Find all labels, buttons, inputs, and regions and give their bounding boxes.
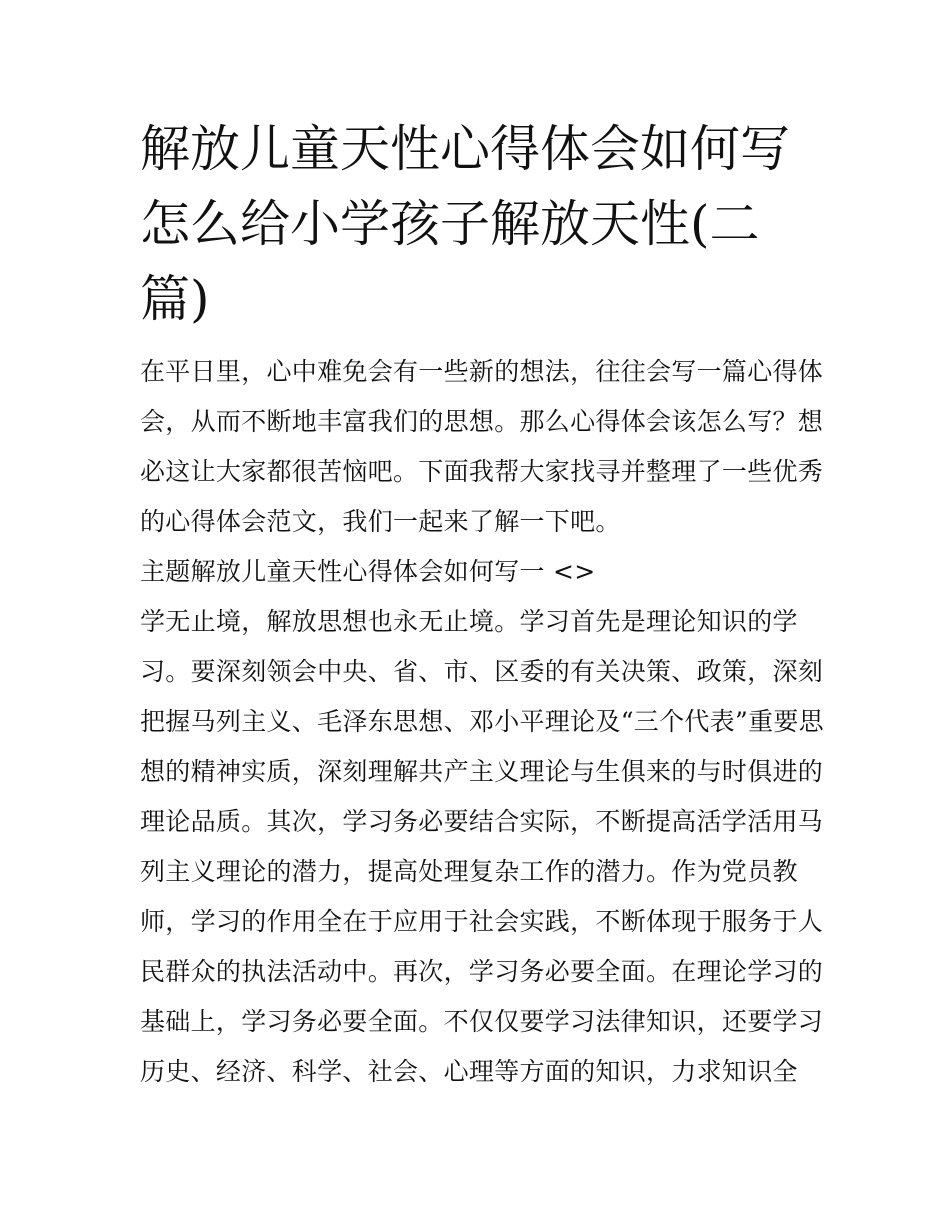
document-body: [140, 347, 824, 1097]
intro-paragraph: [140, 347, 824, 547]
text-line: 把握马列主义、毛泽东思想、邓小平理论及“三个代表”重要思: [140, 707, 824, 736]
text-line: 民群众的执法活动中。再次，学习务必要全面。在理论学习的: [140, 957, 824, 986]
title-line: 怎么给小学孩子解放天性(二: [140, 195, 760, 253]
text-line: 必这让大家都很苦恼吧。下面我帮大家找寻并整理了一些优秀: [140, 457, 824, 486]
text-line: 在平日里，心中难免会有一些新的想法，往往会写一篇心得体: [140, 357, 824, 386]
section-subheading: [140, 547, 820, 597]
text-line: 历史、经济、科学、社会、心理等方面的知识，力求知识全: [140, 1057, 798, 1086]
text-line: 想的精神实质，深刻理解共产主义理论与生俱来的与时俱进的: [140, 757, 824, 786]
text-line: 的心得体会范文，我们一起来了解一下吧。: [140, 507, 621, 536]
text-line: 习。要深刻领会中央、省、市、区委的有关决策、政策，深刻: [140, 657, 824, 686]
text-line: 基础上，学习务必要全面。不仅仅要学习法律知识，还要学习: [140, 1007, 824, 1036]
document-page: [140, 112, 824, 1097]
document-title: [140, 112, 820, 337]
text-line: 会，从而不断地丰富我们的思想。那么心得体会该怎么写？想: [140, 407, 824, 436]
title-line: 解放儿童天性心得体会如何写: [140, 120, 790, 178]
text-line: 理论品质。其次，学习务必要结合实际，不断提高活学活用马: [140, 807, 824, 836]
text-line: 学无止境，解放思想也永无止境。学习首先是理论知识的学: [140, 607, 798, 636]
subheading-text: 主题解放儿童天性心得体会如何写一 <>: [140, 557, 596, 586]
title-line: 篇): [140, 270, 210, 328]
body-paragraph: [140, 597, 824, 1097]
text-line: 师，学习的作用全在于应用于社会实践，不断体现于服务于人: [140, 907, 824, 936]
text-line: 列主义理论的潜力，提高处理复杂工作的潜力。作为党员教: [140, 857, 798, 886]
